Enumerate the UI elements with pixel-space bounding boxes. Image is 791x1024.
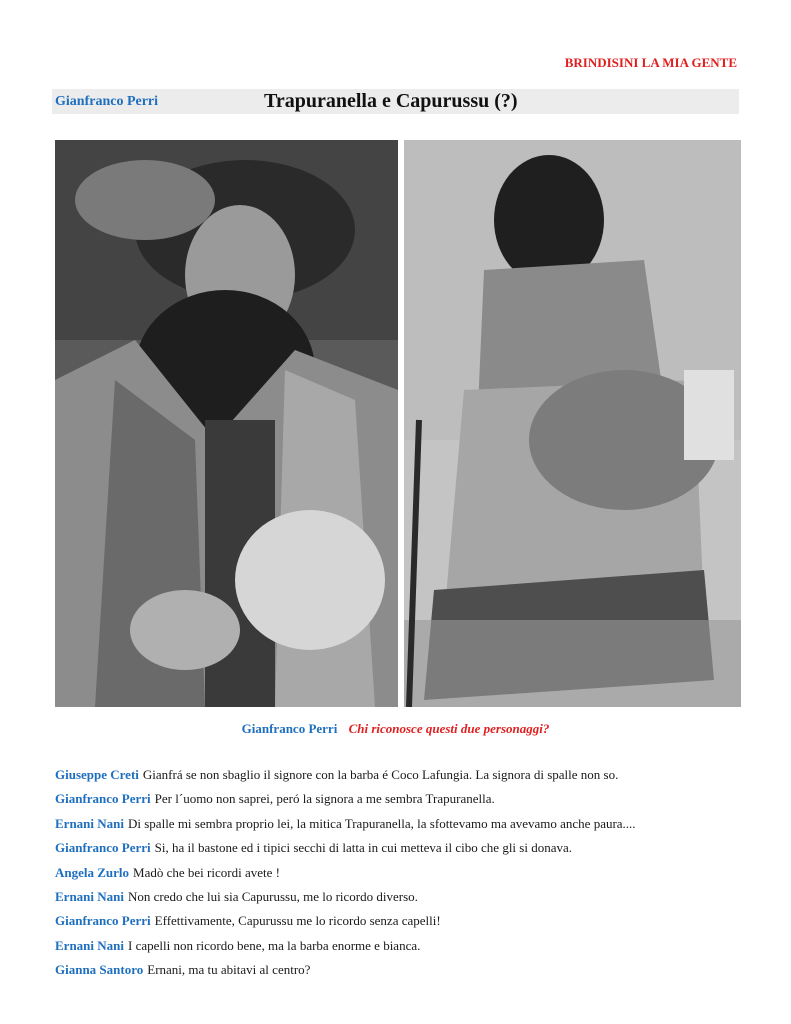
photo-woman-from-behind [404, 140, 741, 707]
comment-author: Gianfranco Perri [55, 913, 151, 929]
comment-text: Effettivamente, Capurussu me lo ricordo senza capelli! [154, 913, 441, 929]
comment-author: Ernani Nani [55, 888, 124, 904]
article-title: Trapuranella e Capurussu (?) [264, 90, 518, 112]
comment-author: Gianfranco Perri [55, 840, 151, 856]
photo-caption [0, 721, 791, 737]
article-author: Gianfranco Perri [55, 94, 159, 109]
comment [55, 962, 755, 986]
comment [55, 840, 755, 864]
comment-author: Gianfranco Perri [55, 791, 151, 807]
series-title: BRINDISINI LA MIA GENTE [564, 55, 737, 70]
comment-text: Per l´uomo non saprei, peró la signora a me sembra Trapuranella. [154, 791, 495, 807]
comment-author: Giuseppe Creti [55, 767, 139, 782]
comment-author: Gianna Santoro [55, 962, 144, 978]
caption-question: Chi riconosce questi due personaggi? [348, 721, 550, 736]
photo-bearded-man [55, 140, 398, 707]
comment-author: Ernani Nani [55, 815, 124, 831]
comment [55, 791, 755, 815]
comment-text: I capelli non ricordo bene, ma la barba enorme e bianca. [128, 937, 421, 953]
comment-text: Di spalle mi sembra proprio lei, la mitica Trapuranella, la sfottevamo ma avevamo anche paura.... [128, 815, 636, 831]
title-bar [52, 89, 739, 114]
comment-list [55, 767, 755, 987]
comment [55, 938, 755, 962]
comment-text: Gianfrá se non sbaglio il signore con la barba é Coco Lafungia. La signora di spalle non so. [142, 767, 619, 782]
comment [55, 865, 755, 889]
comment [55, 889, 755, 913]
comment-text: Non credo che lui sia Capurussu, me lo ricordo diverso. [128, 888, 418, 904]
comment [55, 816, 755, 840]
comment [55, 767, 755, 791]
caption-author: Gianfranco Perri [241, 721, 338, 736]
comment [55, 913, 755, 937]
comment-text: Si, ha il bastone ed i tipici secchi di latta in cui metteva il cibo che gli si donava. [154, 840, 573, 856]
comment-text: Ernani, ma tu abitavi al centro? [147, 962, 311, 978]
comment-text: Madò che bei ricordi avete ! [133, 864, 280, 880]
comment-author: Angela Zurlo [55, 864, 130, 880]
comment-author: Ernani Nani [55, 937, 124, 953]
